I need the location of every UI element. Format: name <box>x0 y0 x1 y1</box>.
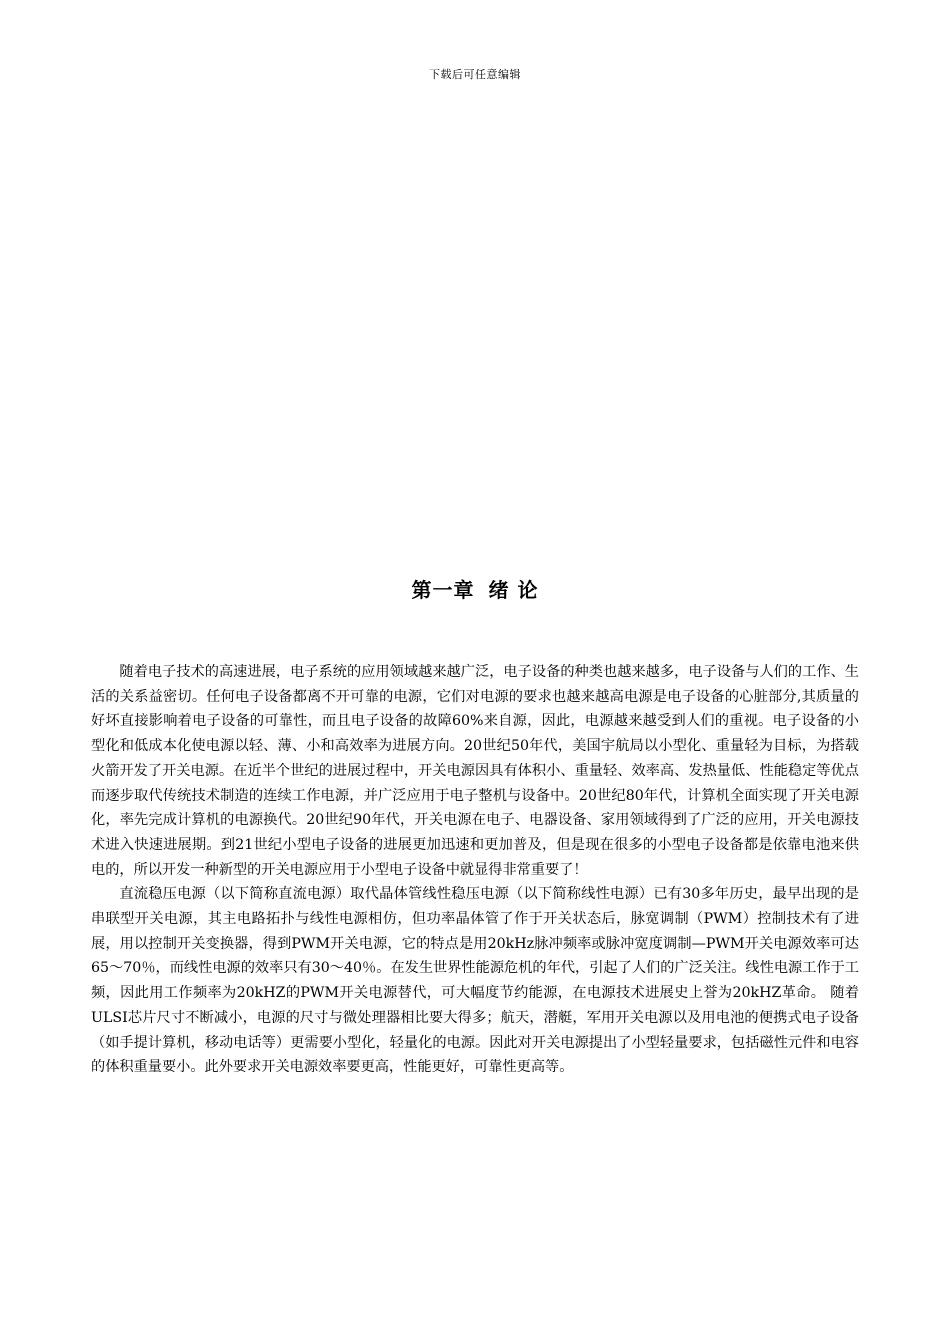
body-text <box>91 660 859 1080</box>
chapter-title-text: 绪 论 <box>488 578 539 602</box>
paragraph: 直流稳压电源（以下简称直流电源）取代晶体管线性稳压电源（以下简称线性电源）已有30多年历史，最早出现的是串联型开关电源，其主电路拓扑与线性电源相仿，但功率晶体管了作于开关状态后，脉宽调制（PWM）控制技术有了进展，用以控制开关变换器，得到PWM开关电源，它的特点是用20kHz脉冲频率或脉冲宽度调制—PWM开关电源效率可达 65～70％，而线性电源的效率只有30～40％。在发生世界性能源危机的年代，引起了人们的广泛关注。线性电源工作于工频，因此用工作频率为20kHZ的PWM开关电源替代，可大幅度节约能源，在电源技术进展史上誉为20kHZ革命。 随着ULSI芯片尺寸不断减小，电源的尺寸与微处理器相比要大得多；航天，潜艇，军用开关电源以及用电池的便携式电子设备（如手提计算机，移动电话等）更需要小型化，轻量化的电源。因此对开关电源提出了小型轻量要求，包括磁性元件和电容的体积重量要小。此外要求开关电源效率要更高，性能更好，可靠性更高等。 <box>91 886 859 1076</box>
chapter-number: 第一章 <box>411 578 475 602</box>
chapter-title <box>0 574 950 603</box>
paragraph: 随着电子技术的高速进展，电子系统的应用领域越来越广泛，电子设备的种类也越来越多，电子设备与人们的工作、生活的关系益密切。任何电子设备都离不开可靠的电源，它们对电源的要求也越来越高电源是电子设备的心脏部分,其质量的好坏直接影响着电子设备的可靠性，而且电子设备的故障60%来自源，因此，电源越来越受到人们的重视。电子设备的小型化和低成本化使电源以轻、薄、小和高效率为进展方向。20世纪50年代，美国宇航局以小型化、重量轻为目标，为搭载火箭开发了开关电源。在近半个世纪的进展过程中，开关电源因具有体积小、重量轻、效率高、发热量低、性能稳定等优点而逐步取代传统技术制造的连续工作电源，并广泛应用于电子整机与设备中。20世纪80年代，计算机全面实现了开关电源化，率先完成计算机的电源换代。20世纪90年代，开关电源在电子、电器设备、家用领域得到了广泛的应用，开关电源技术进入快速进展期。到21世纪小型电子设备的进展更加迅速和更加普及，但是现在很多的小型电子设备都是依靠电池来供电的，所以开发一种新型的开关电源应用于小型电子设备中就显得非常重要了！ <box>91 664 859 878</box>
page-header-note: 下载后可任意编辑 <box>429 68 521 81</box>
